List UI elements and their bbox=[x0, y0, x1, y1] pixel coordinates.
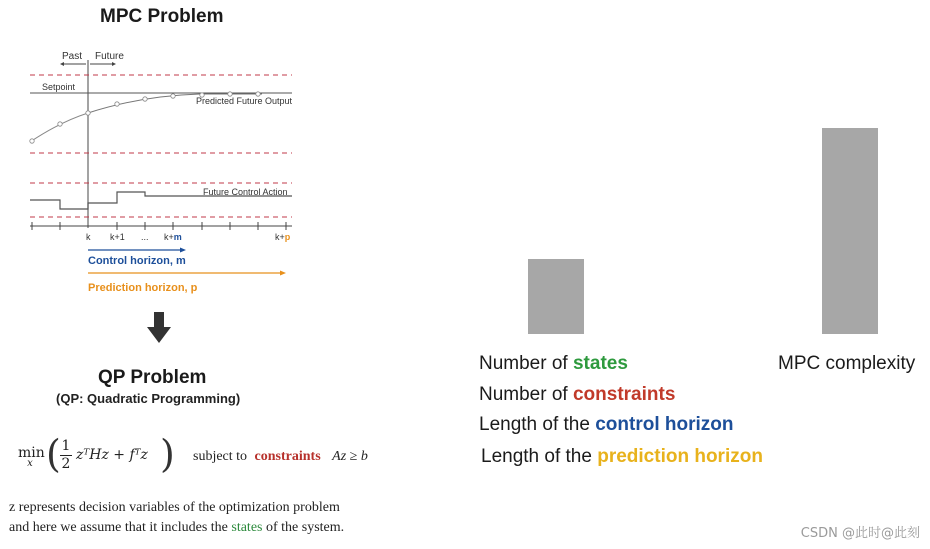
tick-dots: ... bbox=[141, 232, 149, 242]
prediction-horizon-label: Prediction horizon, p bbox=[88, 282, 198, 294]
factor-constraints: Number of constraints bbox=[479, 384, 676, 405]
qp-problem-title: QP Problem bbox=[98, 367, 207, 388]
down-arrow-icon bbox=[147, 312, 171, 344]
left-paren: ( bbox=[46, 432, 61, 476]
mpc-complexity-bar bbox=[822, 128, 878, 334]
tick-k-plus-m: k+m bbox=[164, 232, 182, 242]
constraint-expression: Az ≥ b bbox=[332, 449, 368, 464]
future-arrow-head bbox=[112, 62, 116, 66]
factor-prediction-horizon: Length of the prediction horizon bbox=[481, 446, 763, 467]
control-horizon-arrowhead bbox=[180, 248, 186, 253]
factor-control-horizon: Length of the control horizon bbox=[479, 414, 734, 435]
control-horizon-label: Control horizon, m bbox=[88, 255, 186, 267]
past-output-curve bbox=[30, 113, 88, 142]
tick-k-plus-p: k+p bbox=[275, 232, 291, 242]
factors-bar bbox=[528, 259, 584, 334]
past-arrow-head bbox=[60, 62, 64, 66]
tick-k: k bbox=[86, 232, 91, 242]
qp-description-line1: z represents decision variables of the optimization problem bbox=[9, 500, 340, 515]
min-operator: min x bbox=[18, 445, 45, 469]
qp-problem-subtitle: (QP: Quadratic Programming) bbox=[56, 391, 241, 406]
subject-to-text: subject to constraints Az ≥ b bbox=[193, 449, 368, 464]
right-paren: ) bbox=[160, 432, 175, 476]
one-half-fraction: 1 2 bbox=[61, 438, 71, 472]
predicted-output-label: Predicted Future Output bbox=[196, 96, 293, 106]
states-word: states bbox=[231, 520, 263, 535]
constraints-word: constraints bbox=[254, 449, 321, 464]
prediction-horizon-arrowhead bbox=[280, 271, 286, 276]
setpoint-label: Setpoint bbox=[42, 82, 76, 92]
mpc-complexity-label: MPC complexity bbox=[778, 353, 916, 374]
mpc-diagram bbox=[0, 0, 330, 300]
mpc-problem-title: MPC Problem bbox=[100, 6, 224, 27]
qp-description-line2: and here we assume that it includes the states of the system. bbox=[9, 520, 345, 535]
past-label: Past bbox=[62, 51, 83, 62]
objective-expression: zᵀHz + fᵀz bbox=[76, 447, 148, 463]
future-label: Future bbox=[95, 51, 124, 62]
future-control-label: Future Control Action bbox=[203, 187, 288, 197]
watermark: CSDN @此时@此刻 bbox=[800, 526, 920, 541]
tick-k-plus-1: k+1 bbox=[110, 232, 125, 242]
factor-states: Number of states bbox=[479, 353, 628, 374]
